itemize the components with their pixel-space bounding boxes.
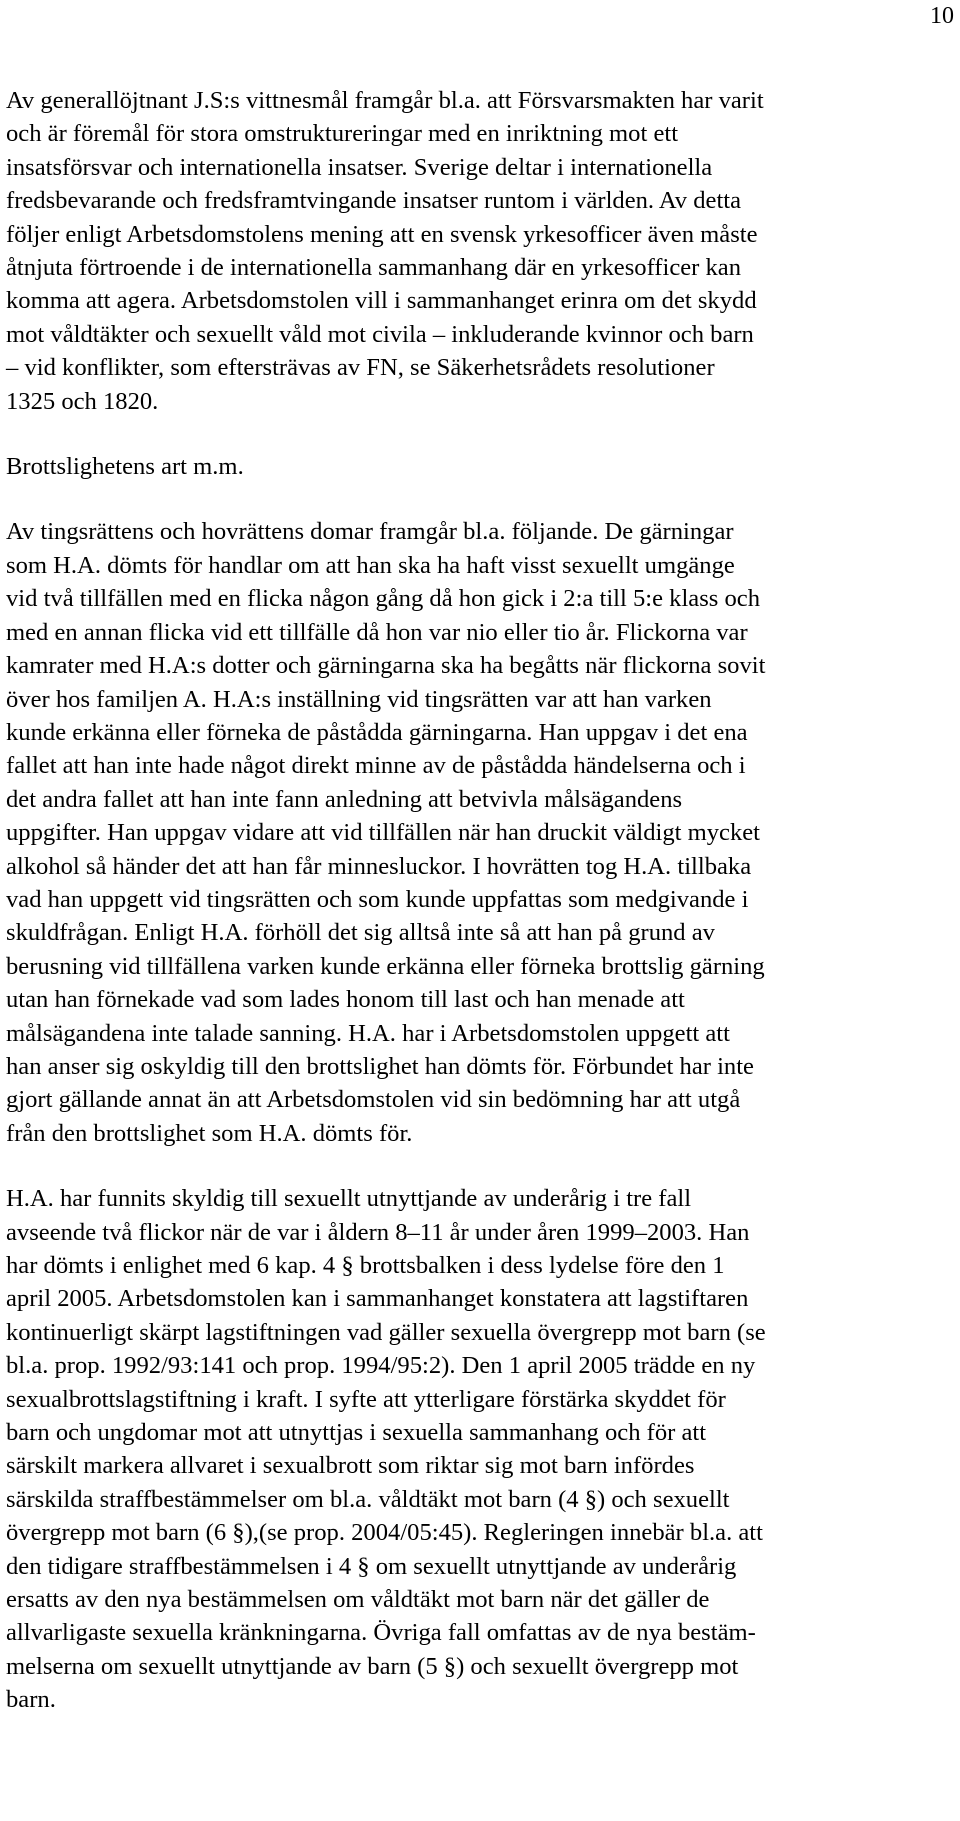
text-line: H.A. har funnits skyldig till sexuellt utnyttjande av underårig i tre fall [6,1185,692,1213]
text-line: allvarligaste sexuella kränkningarna. Övriga fall omfattas av de nya bestäm- [6,1619,756,1647]
text-line: övergrepp mot barn (6 §),(se prop. 2004/05:45). Regleringen innebär bl.a. att [6,1519,763,1547]
text-line: och är föremål för stora omstruktureringar med en inriktning mot ett [6,120,679,148]
text-line: den tidigare straffbestämmelsen i 4 § om sexuellt utnyttjande av underårig [6,1552,737,1580]
text-line: ersatts av den nya bestämmelsen om våldtäkt mot barn när det gäller de [6,1586,710,1614]
text-line: som H.A. dömts för handlar om att han ska ha haft visst sexuellt umgänge [6,551,735,579]
paragraph-testimony [6,84,954,418]
text-line: särskilt markera allvaret i sexualbrott som riktar sig mot barn infördes [6,1452,695,1480]
text-line: barn. [6,1686,56,1714]
text-line: över hos familjen A. H.A:s inställning vid tingsrätten var att han varken [6,685,712,713]
page-number: 10 [930,3,954,29]
text-line: skuldfrågan. Enligt H.A. förhöll det sig alltså inte så att han på grund av [6,919,715,947]
text-line: uppgifter. Han uppgav vidare att vid tillfällen när han druckit väldigt mycket [6,819,760,847]
text-line: målsägandena inte talade sanning. H.A. har i Arbetsdomstolen uppgett att [6,1019,730,1047]
text-line: bl.a. prop. 1992/93:141 och prop. 1994/95:2). Den 1 april 2005 trädde en ny [6,1352,756,1380]
text-line: fredsbevarande och fredsframtvingande insatser runtom i världen. Av detta [6,187,742,215]
document-body [6,84,954,1717]
text-line: avseende två flickor när de var i åldern 8–11 år under åren 1999–2003. Han [6,1218,750,1246]
text-line: sexualbrottslagstiftning i kraft. I syfte att ytterligare förstärka skyddet för [6,1385,726,1413]
text-line: kontinuerligt skärpt lagstiftningen vad gäller sexuella övergrepp mot barn (se [6,1318,766,1346]
text-line: barn och ungdomar mot att utnyttjas i sexuella sammanhang och för att [6,1419,707,1447]
paragraph-legislation [6,1182,954,1717]
text-line: Av generallöjtnant J.S:s vittnesmål framgår bl.a. att Försvarsmakten har varit [6,87,764,114]
text-line: kamrater med H.A:s dotter och gärningarna ska ha begåtts när flickorna sovit [6,652,766,680]
text-line: har dömts i enlighet med 6 kap. 4 § brottsbalken i dess lydelse före den 1 [6,1252,725,1279]
text-line: särskilda straffbestämmelser om bl.a. våldtäkt mot barn (4 §) och sexuellt [6,1485,730,1513]
text-line: åtnjuta förtroende i de internationella sammanhang där en yrkesofficer kan [6,254,742,282]
text-line: berusning vid tillfällena varken kunde erkänna eller förneka brottslig gärning [6,952,765,980]
text-line: det andra fallet att han inte fann anledning att betvivla målsägandens [6,785,683,813]
text-line: melserna om sexuellt utnyttjande av barn (5 §) och sexuellt övergrepp mot [6,1652,739,1680]
text-line: med en annan flicka vid ett tillfälle då hon var nio eller tio år. Flickorna var [6,618,748,646]
text-line: Av tingsrättens och hovrättens domar framgår bl.a. följande. De gärningar [6,518,734,546]
text-line: vid två tillfällen med en flicka någon gång då hon gick i 2:a till 5:e klass och [6,585,761,613]
text-line: från den brottslighet som H.A. dömts för. [6,1119,413,1147]
section-heading: Brottslighetens art m.m. [6,453,244,481]
text-line: komma att agera. Arbetsdomstolen vill i sammanhanget erinra om det skydd [6,287,757,315]
text-line: kunde erkänna eller förneka de påstådda gärningarna. Han uppgav i det ena [6,718,748,746]
text-line: alkohol så händer det att han får minnesluckor. I hovrätten tog H.A. tillbaka [6,852,752,880]
text-line: mot våldtäkter och sexuellt våld mot civila – inkluderande kvinnor och barn [6,320,754,348]
text-line: utan han förnekade vad som lades honom till last och han menade att [6,986,685,1014]
text-line: han anser sig oskyldig till den brottslighet han dömts för. Förbundet har inte [6,1052,754,1080]
text-line: insatsförsvar och internationella insatser. Sverige deltar i internationella [6,153,713,181]
text-line: gjort gällande annat än att Arbetsdomstolen vid sin bedömning har att utgå [6,1086,741,1114]
text-line: följer enligt Arbetsdomstolens mening att en svensk yrkesofficer även måste [6,220,758,248]
text-line: 1325 och 1820. [6,387,159,415]
text-line: vad han uppgett vid tingsrätten och som kunde uppfattas som medgivande i [6,885,749,913]
text-line: fallet att han inte hade något direkt minne av de påstådda händelserna och i [6,752,746,780]
text-line: april 2005. Arbetsdomstolen kan i sammanhanget konstatera att lagstiftaren [6,1285,749,1313]
paragraph-court-rulings [6,515,954,1150]
text-line: – vid konflikter, som eftersträvas av FN, se Säkerhetsrådets resolutioner [6,354,715,382]
